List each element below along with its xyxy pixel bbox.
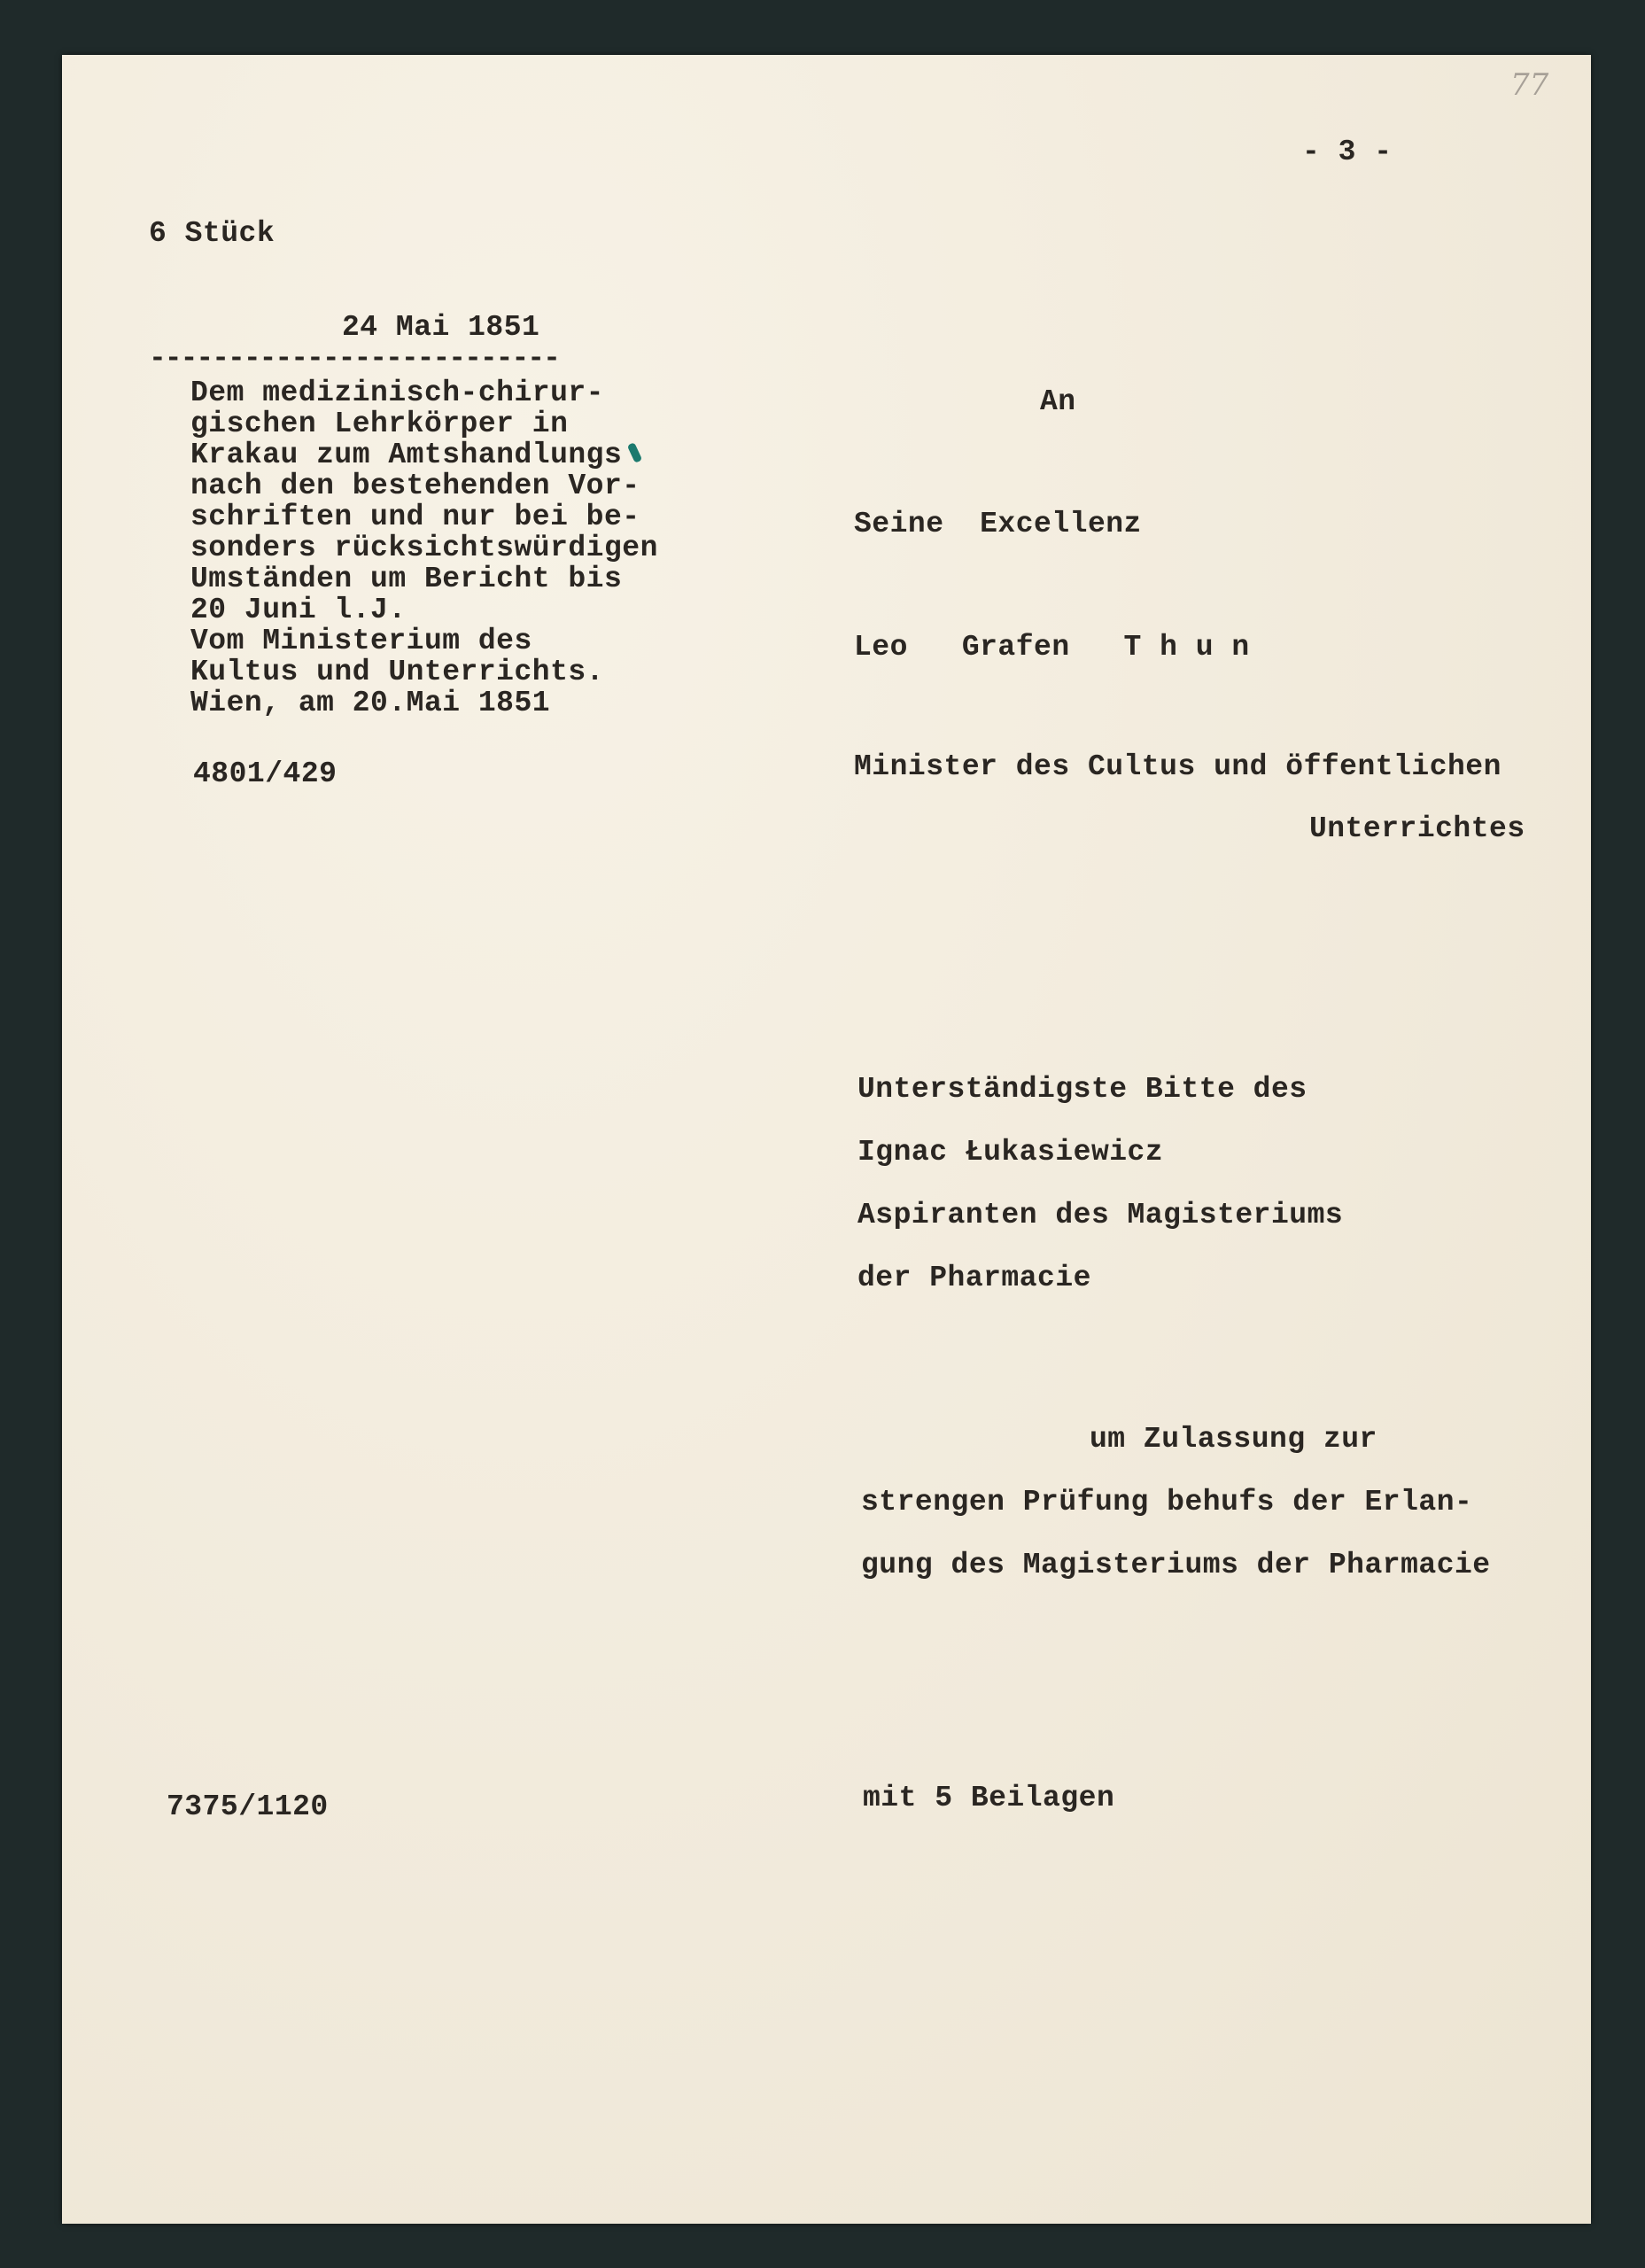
document-page: [62, 55, 1591, 2224]
request-line: um Zulassung zur: [1090, 1423, 1377, 1456]
petition-line: Ignac Łukasiewicz: [857, 1136, 1164, 1169]
quantity-note: 6 Stück: [149, 217, 275, 250]
enclosures-note: mit 5 Beilagen: [863, 1782, 1115, 1814]
petition-line: der Pharmacie: [857, 1262, 1091, 1294]
decree-line: 20 Juni l.J.: [190, 594, 407, 626]
address-excellency: Seine Excellenz: [854, 508, 1142, 540]
decree-line: Dem medizinisch-chirur-: [190, 377, 604, 409]
bottom-reference-number: 7375/1120: [167, 1790, 329, 1823]
request-line: strengen Prüfung behufs der Erlan-: [861, 1486, 1473, 1518]
reference-number: 4801/429: [193, 757, 338, 790]
address-name: Leo Grafen T h u n: [854, 631, 1250, 664]
pencil-mark: 77: [1510, 67, 1549, 103]
decree-line: schriften und nur bei be-: [190, 501, 640, 533]
page-number: - 3 -: [1302, 136, 1393, 168]
separator-rule: --------------------------: [149, 342, 559, 375]
address-title-line1: Minister des Cultus und öffentlichen: [854, 750, 1501, 783]
decree-line: sonders rücksichtswürdigen: [190, 532, 658, 564]
request-line: gung des Magisteriums der Pharmacie: [861, 1549, 1491, 1581]
decree-line: nach den bestehenden Vor-: [190, 470, 640, 502]
ink-mark: [627, 442, 642, 463]
decree-line: Vom Ministerium des: [190, 625, 532, 657]
address-an: An: [1040, 385, 1076, 418]
decree-line: Wien, am 20.Mai 1851: [190, 687, 551, 719]
petition-line: Aspiranten des Magisteriums: [857, 1199, 1344, 1231]
decree-line: Krakau zum Amtshandlungs: [190, 439, 623, 471]
decree-line: gischen Lehrkörper in: [190, 408, 569, 440]
decree-date: 24 Mai 1851: [342, 311, 540, 344]
decree-line: Kultus und Unterrichts.: [190, 656, 604, 688]
petition-line: Unterständigste Bitte des: [857, 1073, 1307, 1106]
decree-line: Umständen um Bericht bis: [190, 563, 623, 595]
address-title-line2: Unterrichtes: [1309, 812, 1525, 845]
